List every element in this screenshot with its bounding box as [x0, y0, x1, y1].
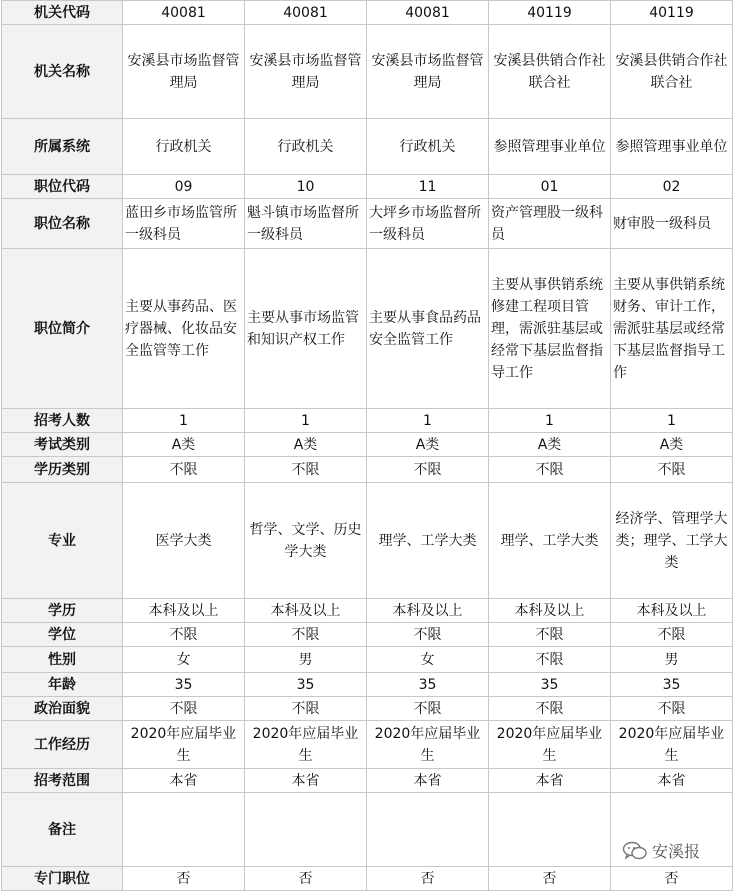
table-cell: 财审股一级科员	[611, 199, 733, 249]
table-cell: 1	[611, 409, 733, 433]
table-cell: 魁斗镇市场监督所一级科员	[245, 199, 367, 249]
table-cell: 不限	[489, 457, 611, 483]
table-cell: 主要从事供销系统修建工程项目管理，需派驻基层或经常下基层监督指导工作	[489, 249, 611, 409]
table-cell: 11	[367, 175, 489, 199]
table-cell: 参照管理事业单位	[489, 119, 611, 175]
table-cell: 理学、工学大类	[489, 483, 611, 599]
table-cell: 35	[611, 673, 733, 697]
table-cell: 40081	[123, 1, 245, 25]
table-cell: 2020年应届毕业生	[367, 721, 489, 769]
table-cell: 男	[245, 647, 367, 673]
row-label: 考试类别	[2, 433, 123, 457]
row-label: 机关代码	[2, 1, 123, 25]
table-cell: 不限	[611, 697, 733, 721]
table-cell: 本省	[489, 769, 611, 793]
table-cell: 01	[489, 175, 611, 199]
table-cell: 不限	[245, 457, 367, 483]
table-cell: 行政机关	[367, 119, 489, 175]
table-row	[2, 483, 733, 599]
table-cell: 否	[489, 867, 611, 891]
table-cell: 不限	[123, 457, 245, 483]
table-cell: 不限	[245, 623, 367, 647]
table-cell: 不限	[123, 697, 245, 721]
table-cell: 否	[123, 867, 245, 891]
table-cell: 女	[123, 647, 245, 673]
table-row	[2, 119, 733, 175]
table-row	[2, 1, 733, 25]
table-cell: 本省	[245, 769, 367, 793]
table-cell: 35	[489, 673, 611, 697]
table-cell: 不限	[489, 647, 611, 673]
table-cell: 10	[245, 175, 367, 199]
table-cell: 主要从事食品药品安全监管工作	[367, 249, 489, 409]
row-label: 学历类别	[2, 457, 123, 483]
table-cell: 本科及以上	[123, 599, 245, 623]
table-cell: 35	[367, 673, 489, 697]
row-label: 学历	[2, 599, 123, 623]
table-row	[2, 433, 733, 457]
row-label: 机关名称	[2, 25, 123, 119]
table-cell: 02	[611, 175, 733, 199]
table-cell: 1	[123, 409, 245, 433]
table-cell: 资产管理股一级科员	[489, 199, 611, 249]
row-label: 职位名称	[2, 199, 123, 249]
row-label: 备注	[2, 793, 123, 867]
table-cell: 不限	[367, 623, 489, 647]
table-row	[2, 25, 733, 119]
watermark	[622, 839, 700, 862]
table-cell: 本科及以上	[367, 599, 489, 623]
row-label: 性别	[2, 647, 123, 673]
table-cell: 本科及以上	[611, 599, 733, 623]
table-row	[2, 721, 733, 769]
table-cell: 2020年应届毕业生	[611, 721, 733, 769]
table-cell: 不限	[123, 623, 245, 647]
table-cell: 否	[367, 867, 489, 891]
table-cell: A类	[123, 433, 245, 457]
recruitment-table-body	[2, 1, 733, 891]
table-cell: 行政机关	[123, 119, 245, 175]
row-label: 职位代码	[2, 175, 123, 199]
table-cell: 1	[245, 409, 367, 433]
table-cell: 主要从事供销系统财务、审计工作，需派驻基层或经常下基层监督指导工作	[611, 249, 733, 409]
table-cell: 40081	[245, 1, 367, 25]
table-cell: 行政机关	[245, 119, 367, 175]
row-label: 招考人数	[2, 409, 123, 433]
table-row	[2, 769, 733, 793]
table-cell: 本省	[123, 769, 245, 793]
table-cell: A类	[245, 433, 367, 457]
table-cell: 经济学、管理学大类；理学、工学大类	[611, 483, 733, 599]
row-label: 职位简介	[2, 249, 123, 409]
table-cell: 哲学、文学、历史学大类	[245, 483, 367, 599]
table-cell: A类	[489, 433, 611, 457]
row-label: 工作经历	[2, 721, 123, 769]
table-cell: 本省	[611, 769, 733, 793]
table-row	[2, 409, 733, 433]
table-cell: 安溪县市场监督管理局	[123, 25, 245, 119]
table-cell: 不限	[367, 457, 489, 483]
table-row	[2, 599, 733, 623]
row-label: 招考范围	[2, 769, 123, 793]
row-label: 专门职位	[2, 867, 123, 891]
table-row	[2, 175, 733, 199]
table-row	[2, 623, 733, 647]
table-cell: 参照管理事业单位	[611, 119, 733, 175]
table-row	[2, 673, 733, 697]
table-cell: 主要从事市场监管和知识产权工作	[245, 249, 367, 409]
table-cell	[123, 793, 245, 867]
table-row	[2, 199, 733, 249]
recruitment-table	[1, 0, 733, 891]
table-cell: 理学、工学大类	[367, 483, 489, 599]
table-cell: 安溪县市场监督管理局	[367, 25, 489, 119]
table-cell: 2020年应届毕业生	[123, 721, 245, 769]
table-cell: 本科及以上	[489, 599, 611, 623]
table-cell: 不限	[367, 697, 489, 721]
table-cell: 1	[367, 409, 489, 433]
table-cell	[245, 793, 367, 867]
table-cell: 安溪县市场监督管理局	[245, 25, 367, 119]
table-cell: 不限	[245, 697, 367, 721]
table-cell: 2020年应届毕业生	[245, 721, 367, 769]
table-cell: 医学大类	[123, 483, 245, 599]
table-cell: 安溪县供销合作社联合社	[611, 25, 733, 119]
table-row	[2, 647, 733, 673]
table-cell: 女	[367, 647, 489, 673]
table-cell: 主要从事药品、医疗器械、化妆品安全监管等工作	[123, 249, 245, 409]
table-cell: 不限	[489, 697, 611, 721]
row-label: 年龄	[2, 673, 123, 697]
table-row	[2, 249, 733, 409]
row-label: 所属系统	[2, 119, 123, 175]
table-cell: 1	[489, 409, 611, 433]
table-cell: 否	[245, 867, 367, 891]
table-cell: 安溪县供销合作社联合社	[489, 25, 611, 119]
table-cell: 40119	[611, 1, 733, 25]
table-cell: 本科及以上	[245, 599, 367, 623]
table-cell: 男	[611, 647, 733, 673]
table-cell: 本省	[367, 769, 489, 793]
table-cell: 否	[611, 867, 733, 891]
table-row	[2, 457, 733, 483]
table-cell: 不限	[489, 623, 611, 647]
table-row	[2, 867, 733, 891]
table-cell: 40081	[367, 1, 489, 25]
table-cell: 35	[123, 673, 245, 697]
wechat-chat-bubbles-icon	[622, 840, 648, 862]
table-cell: A类	[367, 433, 489, 457]
table-cell: 2020年应届毕业生	[489, 721, 611, 769]
table-cell	[367, 793, 489, 867]
table-cell: 大坪乡市场监督所一级科员	[367, 199, 489, 249]
table-cell	[489, 793, 611, 867]
row-label: 专业	[2, 483, 123, 599]
table-cell: 35	[245, 673, 367, 697]
table-cell: 不限	[611, 457, 733, 483]
table-row	[2, 697, 733, 721]
row-label: 政治面貌	[2, 697, 123, 721]
table-cell: 不限	[611, 623, 733, 647]
table-cell: A类	[611, 433, 733, 457]
watermark-text: 安溪报	[652, 842, 701, 861]
table-cell: 40119	[489, 1, 611, 25]
table-cell: 09	[123, 175, 245, 199]
row-label: 学位	[2, 623, 123, 647]
table-cell: 蓝田乡市场监管所一级科员	[123, 199, 245, 249]
